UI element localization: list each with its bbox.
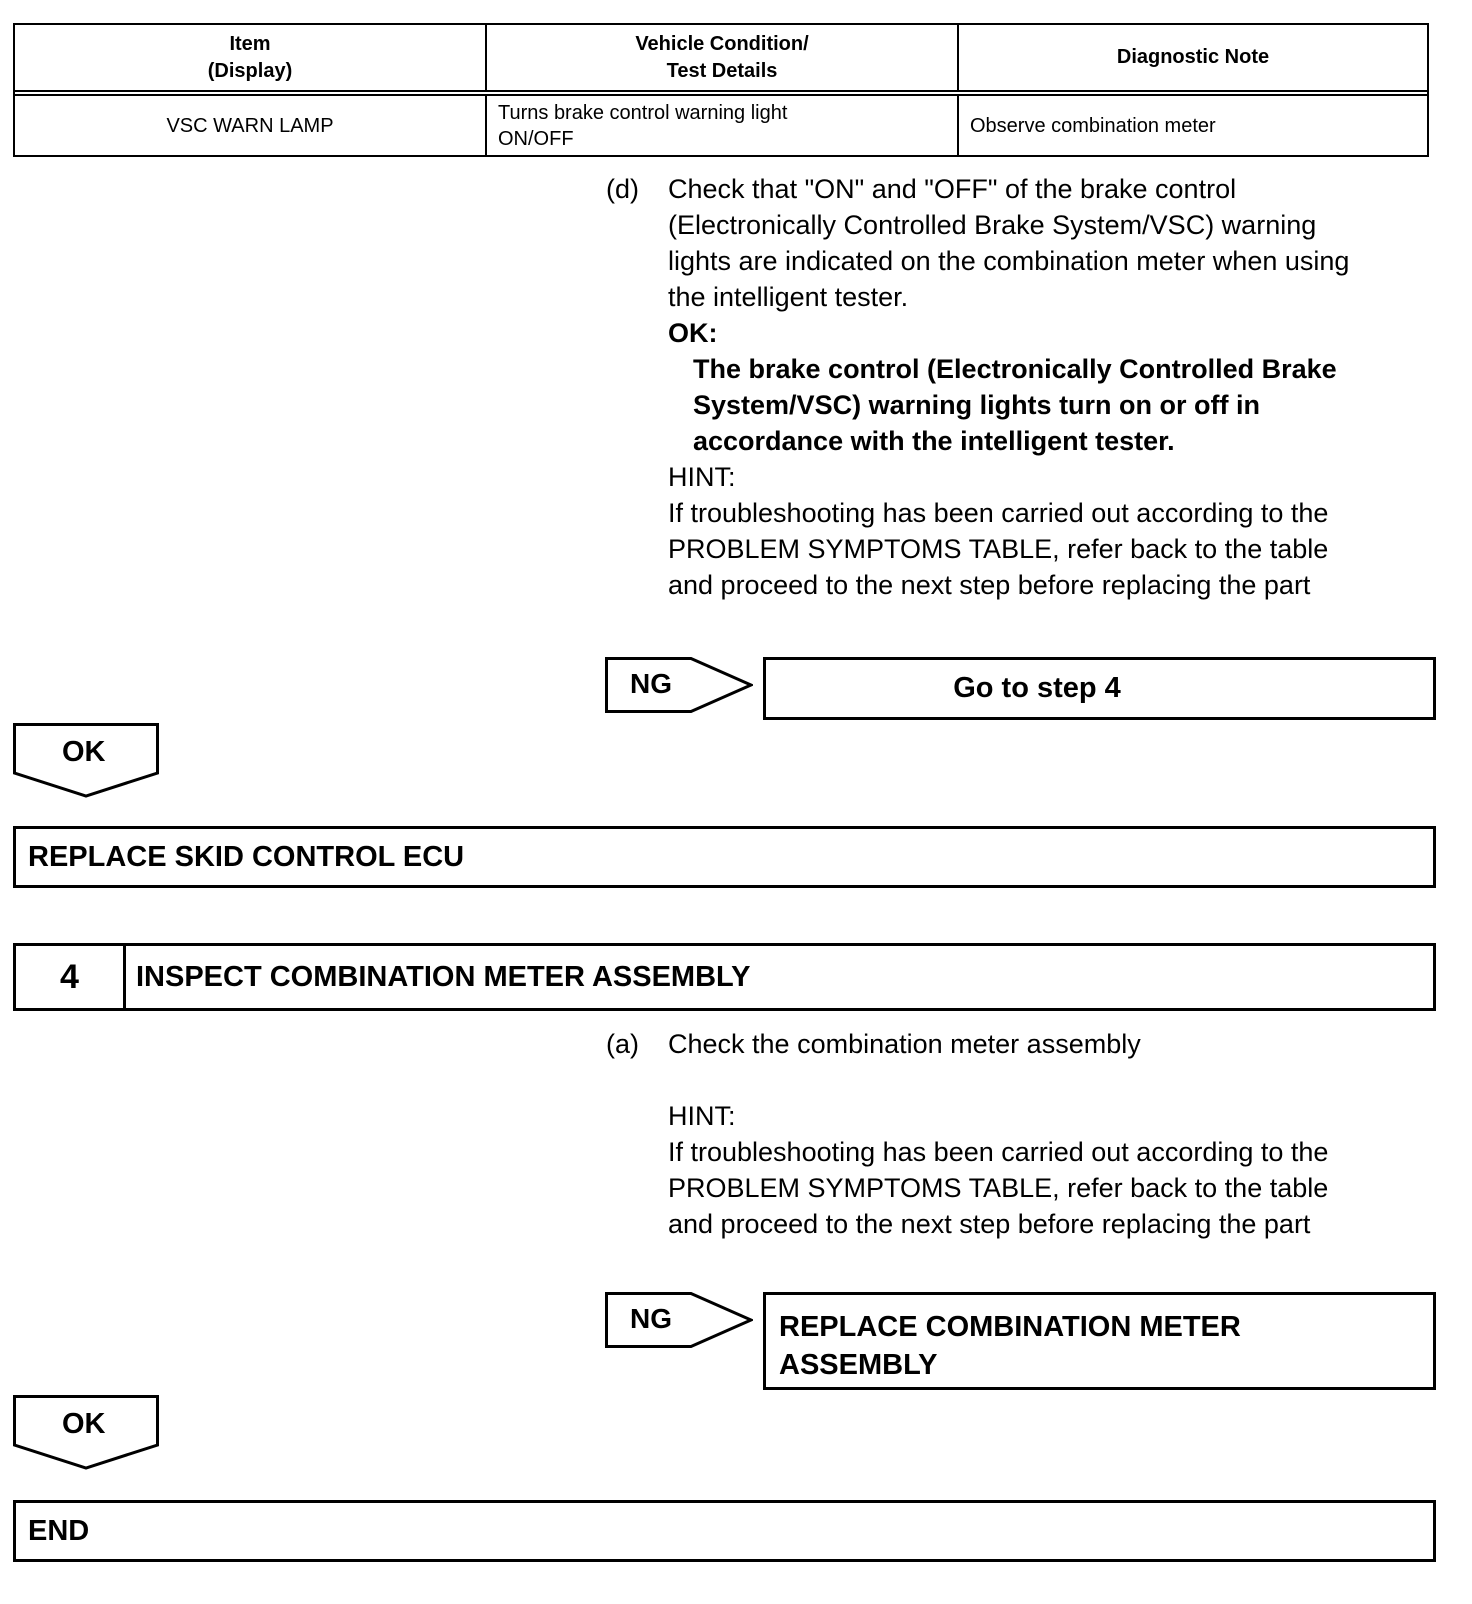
ng-result-box xyxy=(763,1292,1436,1390)
cell-test-details xyxy=(487,96,959,155)
ng-result-line: REPLACE COMBINATION METER xyxy=(779,1311,1241,1343)
ok-label: OK xyxy=(62,1408,106,1440)
blank-line xyxy=(668,1062,1438,1098)
check-paragraph xyxy=(668,171,1438,603)
test-details-line1: Turns brake control warning light xyxy=(498,101,788,124)
hint-line: If troubleshooting has been carried out according to the xyxy=(668,498,1329,528)
step-header xyxy=(13,943,1436,1011)
step-title: INSPECT COMBINATION METER ASSEMBLY xyxy=(136,961,751,993)
action-text: REPLACE SKID CONTROL ECU xyxy=(28,841,465,873)
ng-label: NG xyxy=(630,668,672,699)
step-label-d: (d) xyxy=(606,174,639,204)
ng-result-box xyxy=(763,657,1436,720)
end-box xyxy=(13,1500,1436,1562)
ok-label: OK xyxy=(62,736,106,768)
check-paragraph-step4 xyxy=(668,1026,1438,1242)
hint-label: HINT: xyxy=(668,462,736,492)
header-diagnostic-note: Diagnostic Note xyxy=(1116,46,1270,68)
ok-criteria-line: accordance with the intelligent tester. xyxy=(693,426,1175,456)
header-vehicle-condition: Vehicle Condition/ Test Details xyxy=(487,25,959,90)
cell-item: VSC WARN LAMP xyxy=(15,96,487,155)
table-header-row xyxy=(15,25,1427,90)
test-details-line2: ON/OFF xyxy=(498,127,574,150)
action-box-replace-ecu xyxy=(13,826,1436,888)
hint-line: and proceed to the next step before replacing the part xyxy=(668,570,1311,600)
ng-arrow-icon xyxy=(605,1292,753,1348)
hint-line: PROBLEM SYMPTOMS TABLE, refer back to the table xyxy=(668,1173,1329,1203)
hint-line: If troubleshooting has been carried out according to the xyxy=(668,1137,1329,1167)
diagnostic-table xyxy=(13,23,1429,157)
check-text: Check the combination meter assembly xyxy=(668,1029,1141,1059)
ng-arrow-icon xyxy=(605,657,753,713)
step-label-a: (a) xyxy=(606,1029,639,1059)
hint-line: PROBLEM SYMPTOMS TABLE, refer back to the table xyxy=(668,534,1329,564)
hint-line: and proceed to the next step before replacing the part xyxy=(668,1209,1311,1239)
ng-label: NG xyxy=(630,1303,672,1334)
ok-criteria-line: The brake control (Electronically Controlled Brake xyxy=(693,354,1337,384)
ok-criteria xyxy=(668,351,1438,459)
cell-note: Observe combination meter xyxy=(970,114,1216,137)
table-row xyxy=(15,96,1427,155)
step-number: 4 xyxy=(16,946,126,1008)
check-line: Check that "ON" and "OFF" of the brake control xyxy=(668,174,1237,204)
ok-criteria-label: OK: xyxy=(668,318,718,348)
ok-criteria-line: System/VSC) warning lights turn on or off in xyxy=(693,390,1261,420)
check-line: lights are indicated on the combination meter when using xyxy=(668,246,1350,276)
header-item: Item (Display) xyxy=(15,25,487,90)
check-line: the intelligent tester. xyxy=(668,282,909,312)
end-text: END xyxy=(28,1515,90,1547)
ng-result-line: ASSEMBLY xyxy=(779,1349,938,1381)
check-line: (Electronically Controlled Brake System/VSC) warning xyxy=(668,210,1317,240)
hint-label: HINT: xyxy=(668,1101,736,1131)
ng-result-text: Go to step 4 xyxy=(953,672,1121,704)
